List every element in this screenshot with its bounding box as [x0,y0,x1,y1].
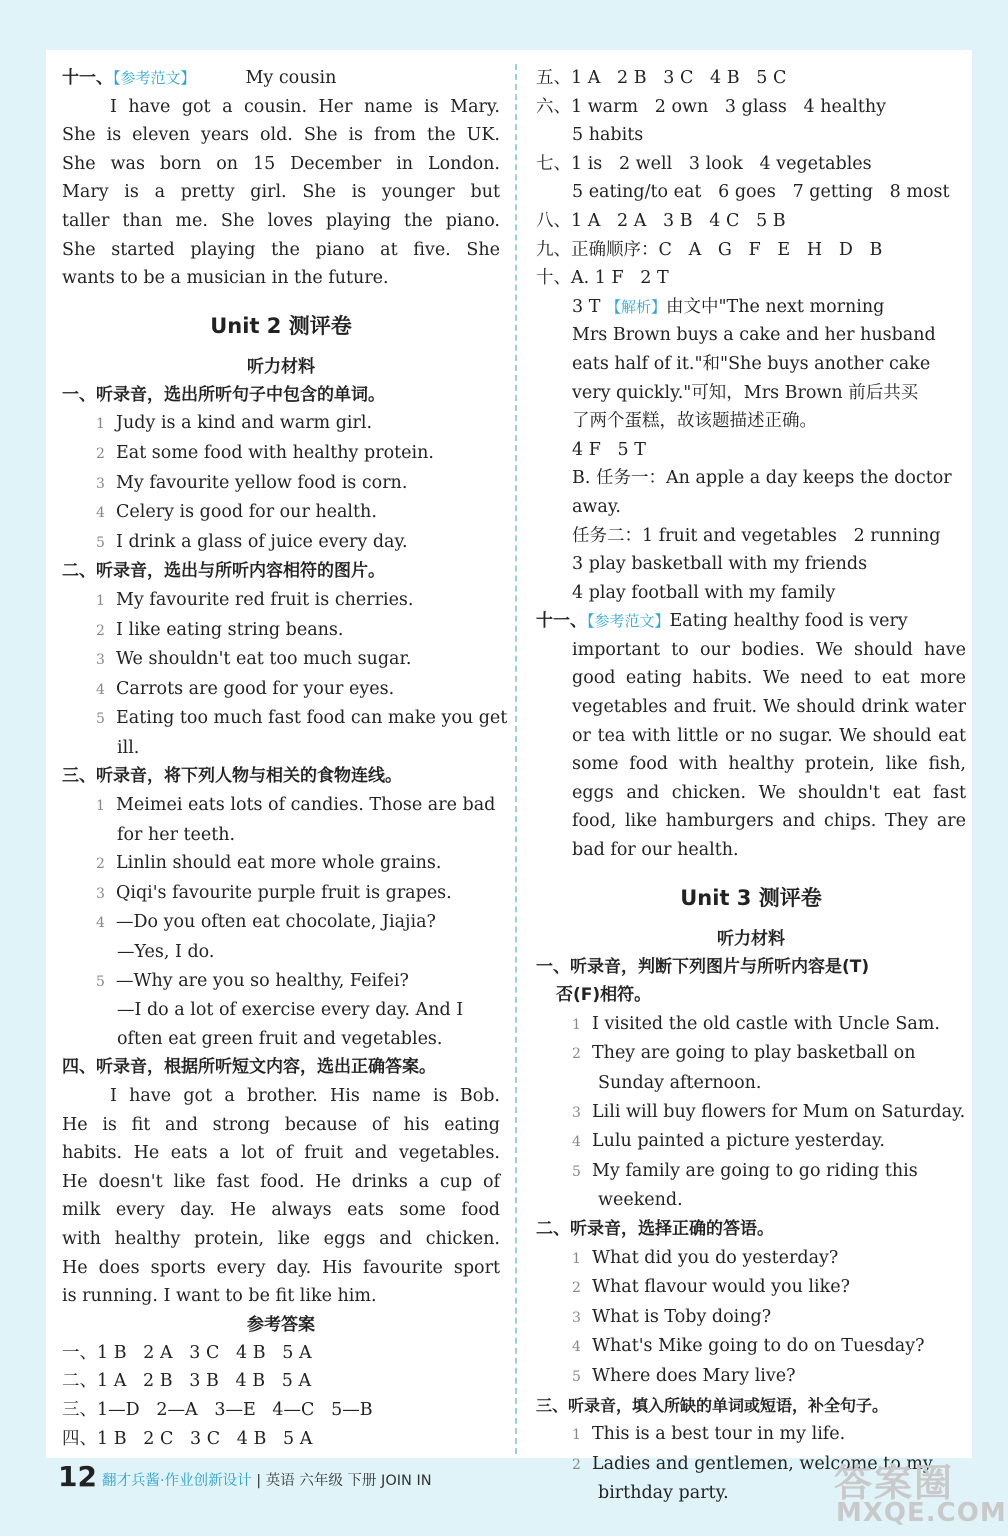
list-item: 5 My family are going to go riding this [572,1160,918,1181]
analysis-line: very quickly."可知，Mrs Brown 前后共买 [572,382,919,403]
list-item: 5 —Why are you so healthy, Feifei? [96,970,409,991]
essay2-line: important to our bodies. We should have [572,639,966,660]
list-item: 4 What's Mike going to do on Tuesday? [572,1336,925,1357]
passage-line: habits. He eats a lot of fruit and vegetables. [62,1143,500,1164]
analysis-line: eats half of it."和"She buys another cake [572,353,931,374]
list-item: 3 Lili will buy flowers for Mum on Saturday. [572,1101,966,1122]
passage-line: He is fit and strong because of his eating [62,1114,500,1135]
list-item: 2 Eat some food with healthy protein. [96,442,434,463]
answer-line: 四、1 B 2 C 3 C 4 B 5 A [62,1428,313,1449]
unit3-s2-heading: 二、听录音，选择正确的答语。 [536,1218,774,1239]
list-item-continuation: often eat green fruit and vegetables. [117,1028,443,1049]
list-item: 4 Lulu painted a picture yesterday. [572,1131,885,1152]
essay1-line: She started playing the piano at five. She [62,239,500,260]
essay1-tag: 【参考范文】 [113,69,196,87]
analysis-tag: 【解析】 [605,297,666,316]
answer-line: 一、1 B 2 A 3 C 4 B 5 A [62,1342,312,1363]
answer-line: 九、正确顺序：C A G F E H D B [536,239,883,260]
analysis-line: 了两个蛋糕，故该题描述正确。 [572,411,817,432]
list-item-continuation: Sunday afternoon. [598,1073,762,1093]
list-item: 3 Qiqi's favourite purple fruit is grapes. [96,882,452,903]
essay1-title: My cousin [245,68,337,88]
answer-line: 5 eating/to eat 6 goes 7 getting 8 most [572,182,950,203]
passage-line: milk every day. He always eats some food [62,1200,500,1221]
watermark-logo [826,1452,1007,1532]
answer-line: 七、1 is 2 well 3 look 4 vegetables [536,153,872,174]
essay1-line: She is eleven years old. She is from the UK. [62,125,500,146]
essay1-line: I have got a cousin. Her name is Mary. [110,96,500,117]
essay2-heading: 十一、【参考范文】Eating healthy food is very [536,611,908,632]
essay1-prefix: 十一、 [62,68,113,88]
essay2-line: food, like hamburgers and chips. They are [572,811,966,832]
list-item: 5 I drink a glass of juice every day. [96,531,408,552]
essay2-line: bad for our health. [572,840,739,861]
answer-line: away. [572,496,621,517]
list-item-continuation: for her teeth. [117,824,236,845]
left-column [62,64,508,1453]
right-column [536,64,966,1508]
essay1-line: wants to be a musician in the future. [62,268,389,289]
unit2-title: Unit 2 测评卷 [210,313,352,338]
unit2-s2-heading: 二、听录音，选出与所听内容相符的图片。 [62,561,385,582]
unit3-s1-heading: 一、听录音，判断下列图片与所听内容是(T) [536,956,870,977]
list-item: 4 Celery is good for our health. [96,502,377,523]
answer-line: 十、A. 1 F 2 T [536,268,669,289]
list-item: 5 Where does Mary live? [572,1365,796,1386]
list-item-continuation: ill. [117,737,140,758]
unit3-listening-title: 听力材料 [717,928,785,949]
essay2-prefix: 十一、 [536,611,587,632]
answer-line: 八、1 A 2 A 3 B 4 C 5 B [536,210,786,231]
unit2-s3-heading: 三、听录音，将下列人物与相关的食物连线。 [62,766,402,787]
list-item: 4 —Do you often eat chocolate, Jiajia? [96,912,436,933]
answer-line: 3 play basketball with my friends [572,554,868,575]
footer-info [102,1469,432,1490]
list-item: 4 Carrots are good for your eyes. [96,678,395,699]
list-item-continuation: birthday party. [598,1483,729,1504]
list-item-continuation: weekend. [598,1190,683,1211]
essay2-line: some food with healthy protein, like fish, [572,754,966,775]
page-number: 12 [58,1460,97,1493]
list-item-continuation: —I do a lot of exercise every day. And I [117,1000,464,1021]
column-divider [515,64,517,1454]
analysis-line: 3 T 【解析】由文中"The next morning [572,296,885,317]
footer-brand: 翻才兵酱·作业创新设计 [102,1473,252,1489]
list-item: 3 My favourite yellow food is corn. [96,472,408,493]
list-item: 2 I like eating string beans. [96,619,344,640]
unit2-listening-title: 听力材料 [247,356,315,377]
answer-line: 任务二：1 fruit and vegetables 2 running [572,525,941,546]
essay2-line: eggs and chicken. We shouldn't eat fast [572,782,966,803]
unit2-s1-heading: 一、听录音，选出所听句子中包含的单词。 [62,384,385,405]
answer-line: 5 habits [572,125,644,146]
page-border-left [0,0,48,1536]
essay1-heading [62,64,500,93]
list-item: 1 I visited the old castle with Uncle Sam. [572,1013,940,1034]
passage-line: He does sports every day. His favourite sport [62,1257,500,1278]
passage-line: with healthy protein, like eggs and chicken. [62,1228,500,1249]
essay2-line: or tea with little or no sugar. We should eat [572,725,966,746]
unit3-title: Unit 3 测评卷 [680,885,822,910]
essay2-line: good eating habits. We need to eat more [572,668,966,689]
analysis-line: Mrs Brown buys a cake and her husband [572,325,936,346]
essay2-tag: 【参考范文】 [587,612,670,631]
list-item: 2 They are going to play basketball on [572,1043,916,1064]
answer-line: 二、1 A 2 B 3 B 4 B 5 A [62,1371,312,1392]
answer-line: 三、1—D 2—A 3—E 4—C 5—B [62,1399,373,1420]
unit2-answers-title: 参考答案 [247,1314,315,1335]
list-item: 1 This is a best tour in my life. [572,1424,846,1445]
list-item: 1 Judy is a kind and warm girl. [96,413,373,434]
answer-line: 六、1 warm 2 own 3 glass 4 healthy [536,96,887,117]
watermark-url: MXQE.COM [836,1498,1007,1528]
list-item-continuation: —Yes, I do. [117,942,215,963]
answer-line: B. 任务一：An apple a day keeps the doctor [572,468,952,489]
list-item: 2 Ladies and gentlemen, welcome to my [572,1453,933,1474]
passage-line: is running. I want to be fit like him. [62,1286,377,1307]
unit2-s4-heading: 四、听录音，根据所听短文内容，选出正确答案。 [62,1057,436,1078]
passage-line: He doesn't like fast food. He drinks a cup of [62,1171,500,1192]
list-item: 1 My favourite red fruit is cherries. [96,589,414,610]
answer-line: 4 play football with my family [572,582,836,603]
list-item: 2 What flavour would you like? [572,1277,850,1298]
essay1-line: She was born on 15 December in London. [62,153,500,174]
answer-line: 4 F 5 T [572,439,646,460]
list-item: 3 What is Toby doing? [572,1306,772,1327]
unit3-s3-heading: 三、听录音，填入所缺的单词或短语，补全句子。 [536,1395,889,1415]
page-border-right [968,0,1008,1536]
list-item: 2 Linlin should eat more whole grains. [96,853,442,874]
footer-book-info: | 英语 六年级 下册 JOIN IN [256,1473,432,1489]
list-item: 5 Eating too much fast food can make you get [96,708,508,729]
essay1-line: taller than me. She loves playing the piano. [62,210,500,231]
essay2-line: vegetables and fruit. We should drink water [572,697,966,718]
watermark-text: 答案圈 [834,1461,955,1505]
essay1-line: Mary is a pretty girl. She is younger but [62,182,500,203]
unit3-s1-heading-cont: 否(F)相符。 [556,985,652,1006]
list-item: 1 What did you do yesterday? [572,1247,839,1268]
passage-line: I have got a brother. His name is Bob. [110,1086,500,1106]
answer-line: 五、1 A 2 B 3 C 4 B 5 C [536,68,787,88]
list-item: 1 Meimei eats lots of candies. Those are bad [96,795,496,816]
list-item: 3 We shouldn't eat too much sugar. [96,649,412,670]
